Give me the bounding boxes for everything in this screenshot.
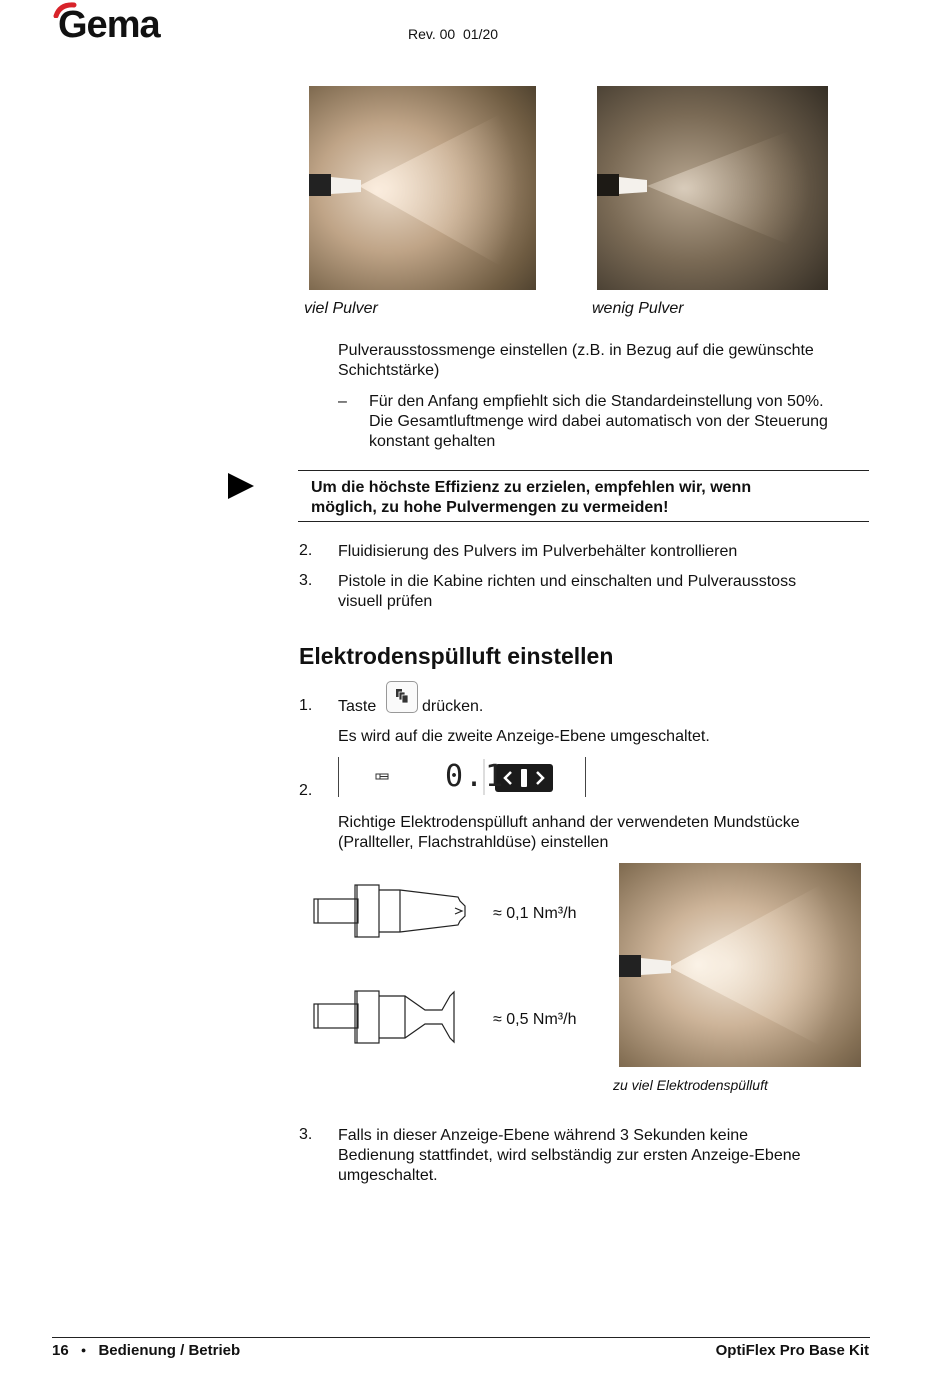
page-number: 16: [52, 1342, 69, 1359]
step-text: [338, 572, 868, 612]
section-heading: Elektrodenspülluft einstellen: [299, 643, 614, 669]
step-line: visuell prüfen: [338, 593, 433, 610]
step-number: 1.: [299, 697, 313, 714]
step-number: 2.: [299, 542, 313, 559]
lcd-value: 0.1: [445, 759, 506, 794]
photo-wenig-pulver: [597, 86, 828, 290]
step-number: 2.: [299, 782, 313, 799]
step-line: Richtige Elektrodenspülluft anhand der verwendeten Mundstücke: [338, 814, 800, 831]
paragraph-text: Pulverausstossmenge einstellen (z.B. in Bezug auf die gewünschte Schichtstärke): [338, 342, 814, 379]
step-line: Bedienung stattfindet, wird selbständig zur ersten Anzeige-Ebene: [338, 1147, 801, 1164]
lcd-display: [338, 757, 586, 797]
bullet-line: konstant gehalten: [369, 433, 496, 450]
step-text: [338, 813, 868, 853]
revision-label: Rev. 00 01/20: [408, 26, 499, 42]
note-line: Um die höchste Effizienz zu erzielen, empfehlen wir, wenn: [311, 479, 752, 496]
gema-logo: [52, 2, 162, 46]
footer-left: [52, 1342, 240, 1359]
note-arrow-icon: [228, 473, 254, 499]
footer-section: Bedienung / Betrieb: [98, 1342, 241, 1359]
electrode-air-icon: [376, 774, 388, 779]
photo-electrode-air: [619, 863, 861, 1067]
step-subtext: Es wird auf die zweite Anzeige-Ebene umgeschaltet.: [338, 728, 710, 745]
note-top-rule: [298, 470, 869, 471]
flow-label-low: ≈ 0,1 Nm³/h: [493, 905, 577, 922]
display-level-key-icon: [386, 681, 418, 713]
step-text: Fluidisierung des Pulvers im Pulverbehälter kontrollieren: [338, 543, 738, 560]
bullet-text: [369, 392, 889, 452]
footer-product: OptiFlex Pro Base Kit: [715, 1342, 869, 1359]
step-number: 3.: [299, 572, 313, 589]
caption-electrode-air: zu viel Elektrodenspülluft: [613, 1077, 768, 1093]
caption-wenig-pulver: wenig Pulver: [592, 300, 684, 317]
bullet-dash: –: [338, 393, 347, 410]
step-text: [338, 1126, 878, 1186]
step-post-text: drücken.: [422, 698, 484, 715]
note-efficiency: [311, 478, 861, 518]
footer-rule: [52, 1337, 870, 1338]
footer-bullet: ●: [80, 1345, 87, 1355]
step-number: 3.: [299, 1126, 313, 1143]
step-pre-text: Taste: [338, 698, 377, 715]
note-bottom-rule: [298, 521, 869, 522]
nozzle-flat-jet-diagram: [310, 880, 475, 942]
nozzle-deflector-diagram: [310, 988, 460, 1048]
photo-viel-pulver: [309, 86, 536, 290]
bullet-line: Die Gesamtluftmenge wird dabei automatisch von der Steuerung: [369, 413, 828, 430]
step-line: Falls in dieser Anzeige-Ebene während 3 Sekunden keine: [338, 1127, 749, 1144]
step-line: umgeschaltet.: [338, 1167, 438, 1184]
logo-text: Gema: [58, 4, 160, 46]
step-line: (Prallteller, Flachstrahldüse) einstellen: [338, 834, 609, 851]
flow-label-high: ≈ 0,5 Nm³/h: [493, 1011, 577, 1028]
paragraph-pulverausstoss: [338, 341, 868, 381]
caption-viel-pulver: viel Pulver: [304, 300, 378, 317]
step-line: Pistole in die Kabine richten und einschalten und Pulverausstoss: [338, 573, 797, 590]
bullet-line: Für den Anfang empfiehlt sich die Standardeinstellung von 50%.: [369, 393, 824, 410]
note-line: möglich, zu hohe Pulvermengen zu vermeiden!: [311, 499, 669, 516]
